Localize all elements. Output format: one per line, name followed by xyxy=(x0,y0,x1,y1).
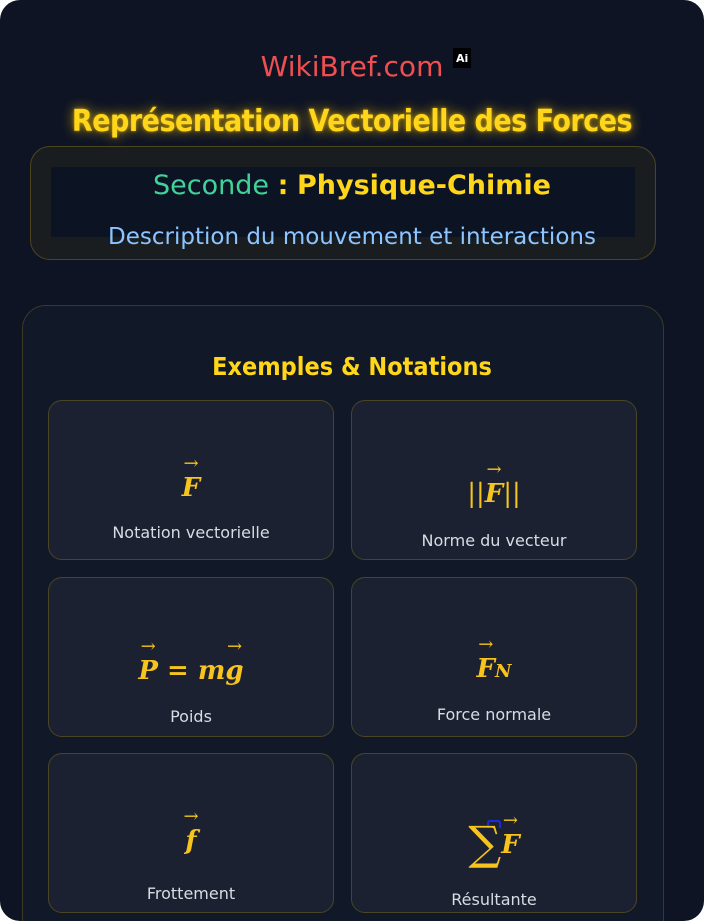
ai-badge: Ai xyxy=(453,48,471,68)
brand-header xyxy=(0,50,704,83)
card-resultante xyxy=(351,753,637,913)
vector-arrow: → P xyxy=(138,656,158,686)
formula xyxy=(352,479,636,509)
formula xyxy=(49,826,333,856)
card-frottement xyxy=(48,753,334,913)
norm-bar-right: || xyxy=(503,479,521,509)
card-label: Force normale xyxy=(436,705,552,724)
level-label: Seconde xyxy=(153,170,269,201)
card-label: Notation vectorielle xyxy=(112,523,270,542)
sum-symbol: ∑ xyxy=(468,816,502,870)
card-label: Norme du vecteur xyxy=(421,531,567,550)
subscript: N xyxy=(495,661,512,682)
card-label: Résultante xyxy=(451,890,537,909)
card-label: Frottement xyxy=(146,884,236,903)
formula xyxy=(352,816,636,870)
page-title: Représentation Vectorielle des Forces xyxy=(71,104,633,139)
vector-arrow: → F xyxy=(501,830,519,860)
level-separator: : xyxy=(277,170,289,201)
vector-arrow: → F xyxy=(485,479,503,509)
card-norme-vecteur xyxy=(351,400,637,560)
vector-arrow: → f xyxy=(185,826,196,856)
vector-arrow: → F xyxy=(182,473,200,503)
formula-middle: = m xyxy=(157,656,226,686)
section-title: Exemples & Notations xyxy=(212,352,492,381)
formula xyxy=(352,654,636,684)
norm-bar-left: || xyxy=(467,479,485,509)
subject-label: Physique-Chimie xyxy=(296,170,551,201)
formula xyxy=(49,656,333,686)
vector-arrow: → g xyxy=(225,656,243,686)
course-level-line xyxy=(0,170,704,201)
card-force-normale xyxy=(351,577,637,737)
formula xyxy=(49,473,333,503)
card-label: Poids xyxy=(170,707,212,726)
course-description: Description du mouvement et interactions xyxy=(108,224,596,250)
card-notation-vectorielle xyxy=(48,400,334,560)
card-poids xyxy=(48,577,334,737)
vector-arrow: → F xyxy=(477,654,495,684)
brand-logo-text[interactable]: WikiBref.com xyxy=(260,50,444,83)
